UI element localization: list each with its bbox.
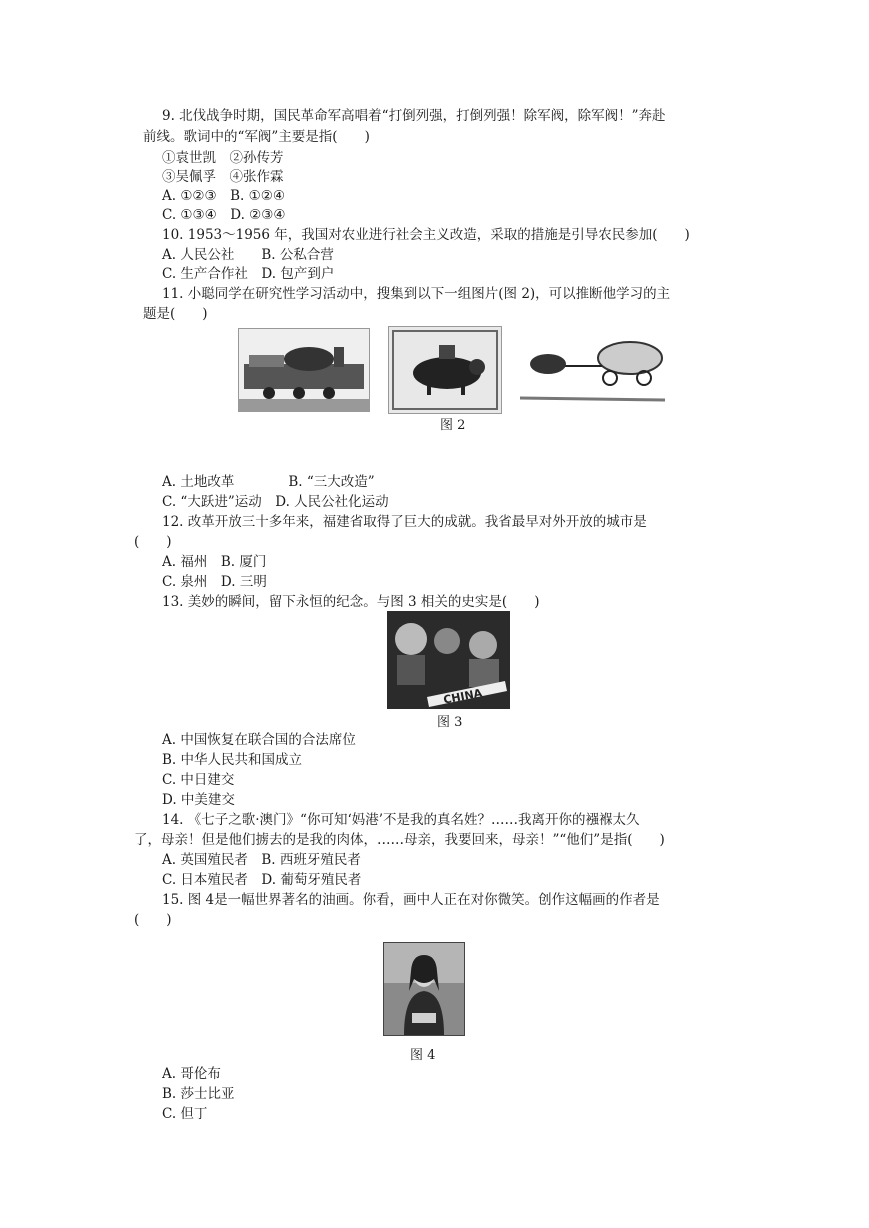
q11-stem-line2: 题是( ) — [143, 306, 208, 322]
q9-options-line2: C. ①③④ D. ②③④ — [162, 207, 286, 223]
q9-stem-line2: 前线。歌词中的“军阀”主要是指( ) — [143, 129, 370, 145]
q15-stem-line1: 15. 图 4是一幅世界著名的油画。你看，画中人正在对你微笑。创作这幅画的作者是 — [162, 892, 660, 908]
q12-stem-line2: ( ) — [134, 534, 172, 550]
figure-3-photo — [387, 611, 510, 709]
q13-option-a: A. 中国恢复在联合国的合法席位 — [162, 732, 356, 748]
q9-items-line2: ③吴佩孚 ④张作霖 — [162, 169, 284, 185]
q14-stem-line2: 了，母亲！但是他们掳去的是我的肉体，……母亲，我要回来，母亲！”“他们”是指( ) — [134, 832, 665, 848]
q15-stem-line2: ( ) — [134, 912, 172, 928]
q14-stem-line1: 14. 《七子之歌·澳门》“你可知‘妈港’不是我的真名姓？……我离开你的襁褓太久 — [162, 812, 640, 828]
q10-options-line1: A. 人民公社 B. 公私合营 — [162, 247, 334, 263]
q12-options-line2: C. 泉州 D. 三明 — [162, 574, 267, 590]
q11-options-line1: A. 土地改革 B. “三大改造” — [162, 474, 375, 490]
q14-options-line1: A. 英国殖民者 B. 西班牙殖民者 — [162, 852, 361, 868]
q13-option-d: D. 中美建交 — [162, 792, 235, 808]
q13-option-b: B. 中华人民共和国成立 — [162, 752, 303, 768]
q14-options-line2: C. 日本殖民者 D. 葡萄牙殖民者 — [162, 872, 362, 888]
q9-items-line1: ①袁世凯 ②孙传芳 — [162, 150, 284, 166]
figure-3-sign-text: CHINA — [442, 686, 484, 707]
q13-option-c: C. 中日建交 — [162, 772, 235, 788]
q15-option-c: C. 但丁 — [162, 1106, 208, 1122]
q10-stem: 10. 1953～1956 年，我国对农业进行社会主义改造，采取的措施是引导农民参加( ) — [162, 227, 690, 243]
q13-stem: 13. 美妙的瞬间，留下永恒的纪念。与图 3 相关的史实是( ) — [162, 594, 540, 610]
figure-2-train-image — [238, 328, 370, 412]
q11-stem-line1: 11. 小聪同学在研究性学习活动中，搜集到以下一组图片(图 2)，可以推断他学习的主 — [162, 286, 671, 302]
q9-stem-line1: 9. 北伐战争时期，国民革命军高唱着“打倒列强，打倒列强！除军阀，除军阀！”奔赴 — [162, 108, 666, 124]
q12-options-line1: A. 福州 B. 厦门 — [162, 554, 267, 570]
q15-option-b: B. 莎士比亚 — [162, 1086, 235, 1102]
figure-3-caption: 图 3 — [437, 715, 463, 730]
q15-option-a: A. 哥伦布 — [162, 1066, 221, 1082]
q10-options-line2: C. 生产合作社 D. 包产到户 — [162, 266, 335, 282]
figure-4-caption: 图 4 — [410, 1048, 436, 1063]
figure-2-caption: 图 2 — [440, 418, 466, 433]
figure-2-pig-image — [388, 326, 502, 414]
q9-options-line1: A. ①②③ B. ①②④ — [162, 188, 285, 204]
figure-4-mona-lisa-painting — [383, 942, 465, 1036]
q11-options-line2: C. “大跃进”运动 D. 人民公社化运动 — [162, 494, 389, 510]
q12-stem-line1: 12. 改革开放三十多年来，福建省取得了巨大的成就。我省最早对外开放的城市是 — [162, 514, 647, 530]
figure-2-cart-image — [520, 326, 665, 412]
